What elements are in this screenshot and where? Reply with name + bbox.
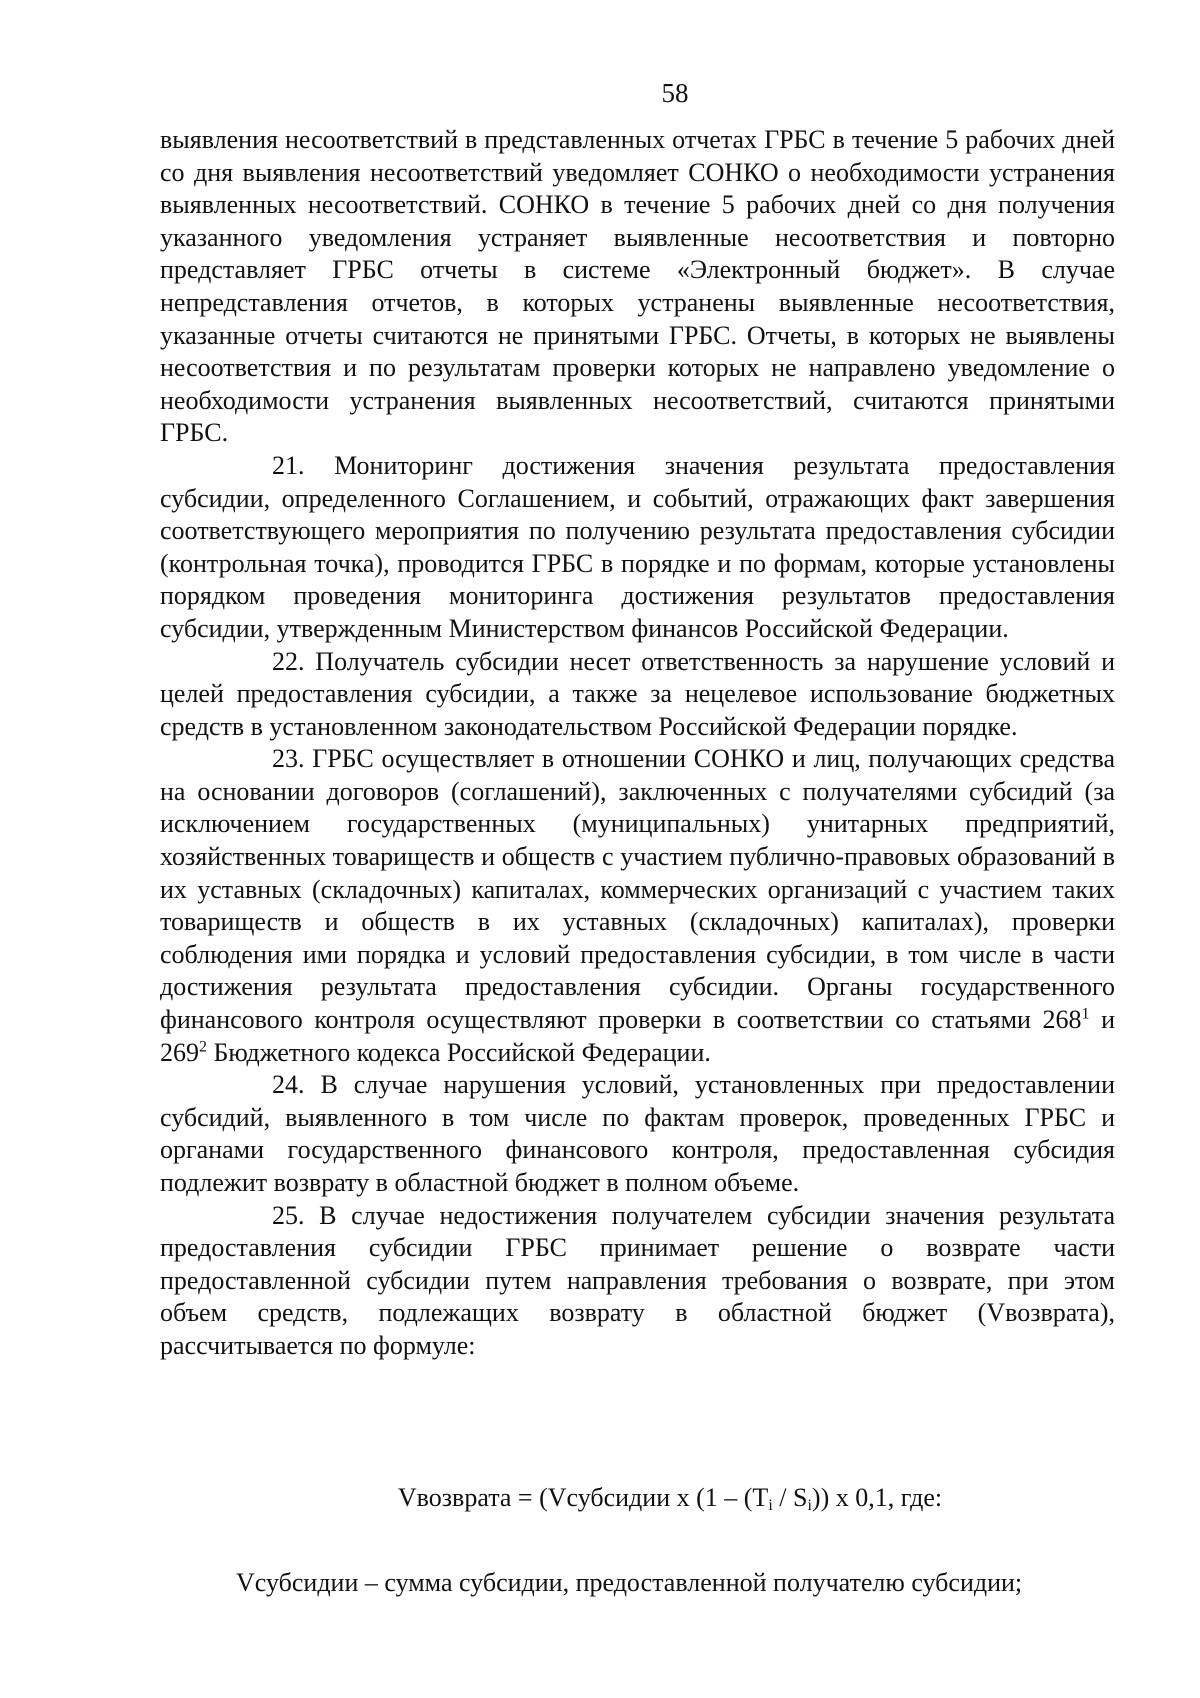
refund-formula: [160, 1482, 1180, 1514]
formula-subscript-s: i: [807, 1497, 812, 1514]
document-body: [160, 124, 1115, 1363]
page-number: 58: [661, 78, 689, 108]
formula-part-1: Vвозврата = (Vсубсидии x (1 – (T: [397, 1483, 769, 1512]
paragraph-23-tail: Бюджетного кодекса Российской Федерации.: [207, 1037, 711, 1067]
article-268-number: 268: [1042, 1005, 1082, 1035]
paragraph-23: [160, 743, 1115, 1069]
paragraph-continuation: выявления несоответствий в представленных отчетах ГРБС в течение 5 рабочих дней со дня выявления несоответствий уведомляет СОНКО о необходимости устранения выявленных несоответствий. СОНКО в течение 5 рабочих дней со дня получения указанного уведомления устраняет выявленные несоответствия и повторно представляет ГРБС отчеты в системе «Электронный бюджет». В случае непредставления отчетов, в которых устранены выявленные несоответствия, указанные отчеты считаются не принятыми ГРБС. Отчеты, в которых не выявлены несоответствия и по результатам проверки которых не направлено уведомление о необходимости устранения выявленных несоответствий, считаются принятыми ГРБС.: [160, 125, 1115, 448]
formula-subscript-t: i: [768, 1497, 773, 1514]
formula-part-3: )) x 0,1, где:: [811, 1483, 943, 1512]
article-269-number: 269: [160, 1037, 199, 1067]
article-268-superscript: 1: [1081, 1005, 1090, 1023]
paragraph-22: 22. Получатель субсидии несет ответственность за нарушение условий и целей предоставления субсидии, а также за нецелевое использование бюджетных средств в установленном законодательством Российской Федерации порядке.: [160, 646, 1115, 741]
paragraph-23-conjunction: и: [1089, 1005, 1115, 1035]
article-269-superscript: 2: [199, 1037, 207, 1055]
paragraph-23-text: 23. ГРБС осуществляет в отношении СОНКО и лиц, получающих средства на основании договоров (соглашений), заключенных с получателями субсидий (за исключением государственных (муниципальных) унитарных предприятий, хозяйственных товариществ и обществ с участием публично-правовых образований в их уставных (складочных) капиталах, коммерческих организаций с участием таких товариществ и обществ в их уставных (складочных) капиталах), проверки соблюдения ими порядка и условий предоставления субсидии, в том числе в части достижения результата предоставления субсидии. Органы государственного финансового контроля осуществляют проверки в соответствии со статьями: [160, 744, 1115, 1035]
paragraph-25: 25. В случае недостижения получателем субсидии значения результата предоставления субсидии ГРБС принимает решение о возврате части предоставленной субсидии путем направления требования о возврате, при этом объем средств, подлежащих возврату в областной бюджет (Vвозврата), рассчитывается по формуле:: [160, 1200, 1115, 1360]
formula-part-2: / S: [772, 1483, 808, 1512]
paragraph-21: 21. Мониторинг достижения значения результата предоставления субсидии, определенного Соглашением, и событий, отражающих факт завершения соответствующего мероприятия по получению результата предоставления субсидии (контрольная точка), проводится ГРБС в порядке и по формам, которые установлены порядком проведения мониторинга достижения результатов предоставления субсидии, утвержденным Министерством финансов Российской Федерации.: [160, 450, 1115, 643]
variable-definition: Vсубсидии – сумма субсидии, предоставленной получателю субсидии;: [236, 1568, 1023, 1597]
paragraph-24: 24. В случае нарушения условий, установленных при предоставлении субсидий, выявленного в том числе по фактам проверок, проведенных ГРБС и органами государственного финансового контроля, предоставленная субсидия подлежит возврату в областной бюджет в полном объеме.: [160, 1070, 1115, 1197]
